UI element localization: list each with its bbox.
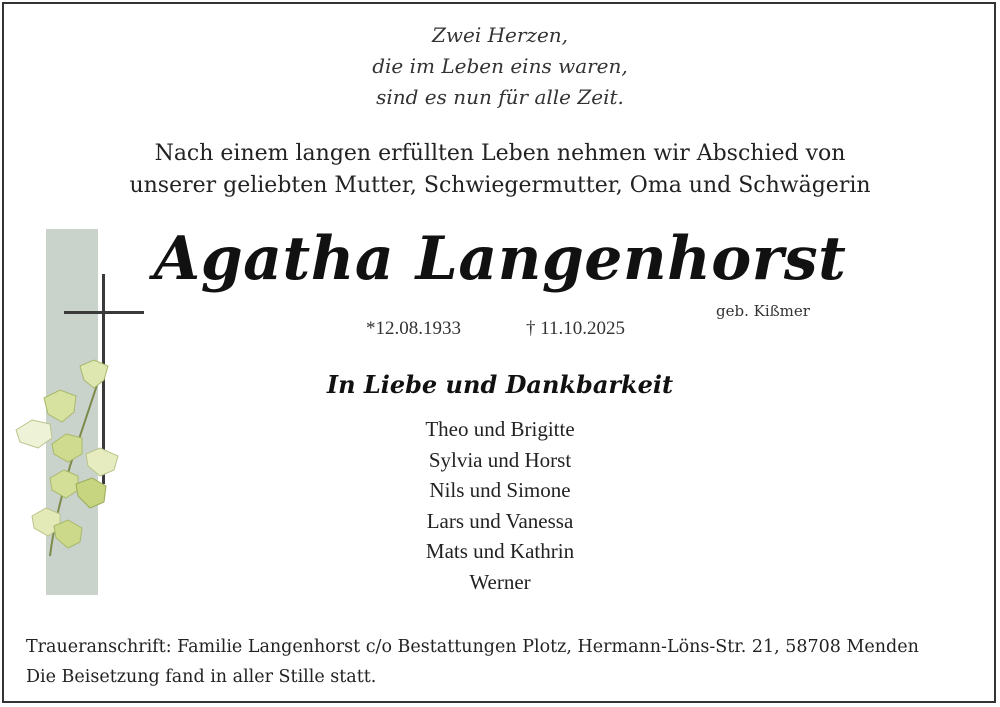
list-item: Mats und Kathrin xyxy=(425,539,575,563)
intro-line: Nach einem langen erfüllten Leben nehmen wir Abschied von xyxy=(154,141,846,166)
burial-note: Die Beisetzung fand in aller Stille statt. xyxy=(26,667,377,687)
birth-date: *12.08.1933 xyxy=(366,318,461,339)
death-date: † 11.10.2025 xyxy=(526,318,626,339)
intro-line: unserer geliebten Mutter, Schwiegermutter, Oma und Schwägerin xyxy=(129,173,871,198)
mourners-list xyxy=(0,414,1000,597)
poem xyxy=(0,20,1000,113)
intro-text xyxy=(0,138,1000,202)
list-item: Lars und Vanessa xyxy=(426,508,574,533)
list-item: Werner xyxy=(469,569,531,594)
list-item: Theo und Brigitte xyxy=(425,417,575,441)
poem-line: sind es nun für alle Zeit. xyxy=(376,85,624,109)
mourning-address: Traueranschrift: Familie Langenhorst c/o Bestattungen Plotz, Hermann-Löns-Str. 21, 58708 Menden xyxy=(26,637,919,657)
deceased-name: Agatha Langenhorst xyxy=(153,224,847,294)
dedication-heading: In Liebe und Dankbarkeit xyxy=(326,370,674,399)
born-name: geb. Kißmer xyxy=(716,302,810,320)
footer xyxy=(26,632,919,692)
list-item: Nils und Simone xyxy=(429,478,571,502)
poem-line: die im Leben eins waren, xyxy=(372,54,628,78)
poem-line: Zwei Herzen, xyxy=(431,23,569,47)
list-item: Sylvia und Horst xyxy=(428,447,572,472)
